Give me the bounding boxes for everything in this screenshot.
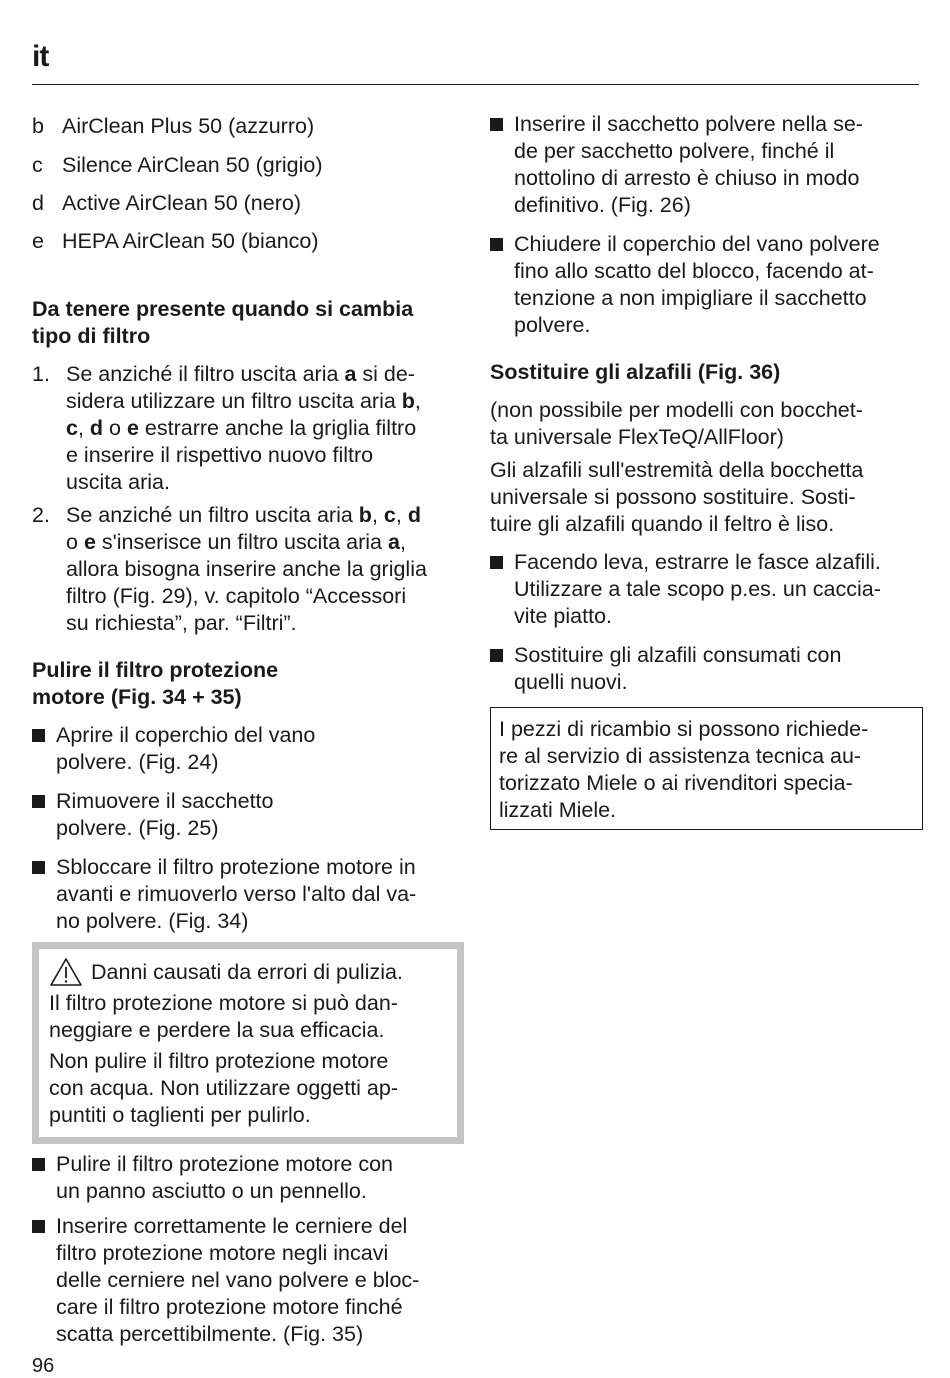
bullet-item: Pulire il filtro protezione motore con un panno asciutto o un pennello. [32, 1151, 464, 1205]
legend-key: e [32, 229, 44, 253]
header-rule [32, 84, 919, 85]
legend-item [32, 228, 319, 255]
section-heading: Sostituire gli alzafili (Fig. 36) [490, 360, 781, 384]
bullet-square-icon [490, 556, 503, 569]
bullet-item: Rimuovere il sacchetto polvere. (Fig. 25) [32, 788, 464, 842]
warning-paragraph: Il filtro protezione motore si può dan- neggiare e perdere la sua efficacia. [49, 991, 398, 1042]
bullet-square-icon [32, 1158, 45, 1171]
section-heading: Da tenere presente quando si cambia tipo di filtro [32, 297, 414, 348]
bullet-square-icon [490, 118, 503, 131]
paragraph: (non possibile per modelli con bocchet- ta universale FlexTeQ/AllFloor) [490, 398, 863, 449]
legend-item [32, 113, 314, 140]
bullet-square-icon [490, 649, 503, 662]
numbered-item: 1. Se anziché il filtro uscita aria a si de- sidera utilizzare un filtro uscita aria b, c, d o e estrarre anche la griglia filtro e inserire il rispettivo nuovo filtro uscita aria. [32, 362, 421, 494]
bullet-square-icon [490, 238, 503, 251]
bullet-item: Facendo leva, estrarre le fasce alzafili. Utilizzare a tale scopo p.es. un caccia- vite piatto. [490, 549, 922, 630]
legend-key: d [32, 191, 44, 215]
legend-key: b [32, 114, 44, 138]
bullet-item: Aprire il coperchio del vano polvere. (Fig. 24) [32, 722, 464, 776]
legend-text: Silence AirClean 50 (grigio) [62, 153, 323, 177]
bullet-square-icon [32, 795, 45, 808]
legend-text: AirClean Plus 50 (azzurro) [62, 114, 315, 138]
warning-paragraph: Non pulire il filtro protezione motore con acqua. Non utilizzare oggetti ap- puntiti o taglienti per pulirlo. [49, 1049, 398, 1127]
legend-text: HEPA AirClean 50 (bianco) [62, 229, 319, 253]
bullet-item: Sbloccare il filtro protezione motore in avanti e rimuoverlo verso l'alto dal va- no polvere. (Fig. 34) [32, 854, 464, 935]
section-heading: Pulire il filtro protezione motore (Fig. 34 + 35) [32, 658, 279, 709]
warning-box [32, 942, 464, 1144]
legend-item [32, 190, 301, 217]
warning-title: Danni causati da errori di pulizia. [49, 957, 447, 987]
bullet-item: Inserire il sacchetto polvere nella se- de per sacchetto polvere, finché il nottolino di arresto è chiuso in modo definitivo. (Fig. 26) [490, 111, 922, 219]
paragraph: Gli alzafili sull'estremità della bocchetta universale si possono sostituire. Sosti- tuire gli alzafili quando il feltro è liso. [490, 458, 864, 536]
bullet-item: Chiudere il coperchio del vano polvere fino allo scatto del blocco, facendo at- tenzione a non impigliare il sacchetto polvere. [490, 231, 922, 339]
bullet-square-icon [32, 1220, 45, 1233]
info-note-box: I pezzi di ricambio si possono richiede- re al servizio di assistenza tecnica au- torizzato Miele o ai rivenditori specia- lizzati Miele. [490, 707, 923, 830]
warning-triangle-icon [49, 957, 83, 987]
numbered-item: 2. Se anziché un filtro uscita aria b, c, d o e s'inserisce un filtro uscita aria a, allora bisogna inserire anche la griglia filtro (Fig. 29), v. capitolo “Accessori su richiesta”, par. “Filtri”. [32, 503, 427, 635]
bullet-square-icon [32, 729, 45, 742]
item-number: 1. [32, 362, 50, 386]
item-number: 2. [32, 503, 50, 527]
page-number: 96 [32, 1355, 55, 1377]
bullet-item: Inserire correttamente le cerniere del filtro protezione motore negli incavi delle cerniere nel vano polvere e bloc- care il filtro protezione motore finché scatta percettibilmente. (Fig. 35) [32, 1213, 464, 1348]
legend-text: Active AirClean 50 (nero) [62, 191, 301, 215]
legend-key: c [32, 153, 43, 177]
legend-item [32, 152, 323, 179]
language-code: it [32, 40, 49, 73]
bullet-item: Sostituire gli alzafili consumati con quelli nuovi. [490, 642, 922, 696]
bullet-square-icon [32, 861, 45, 874]
